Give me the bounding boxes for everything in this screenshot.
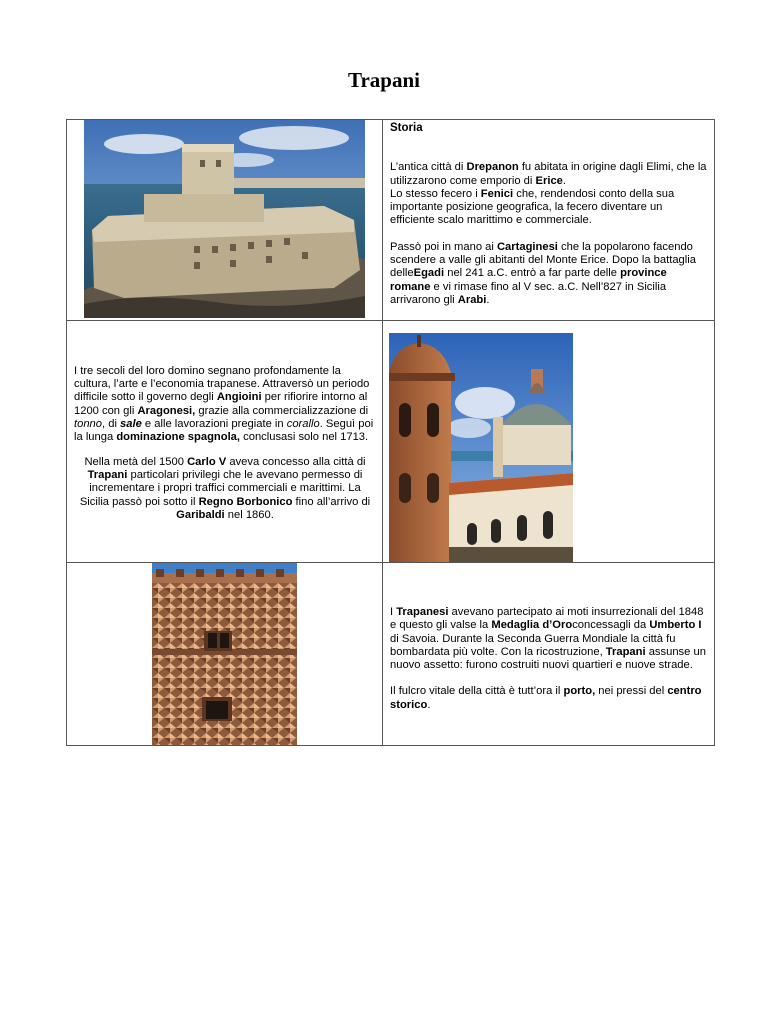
text-run: concessagli da xyxy=(572,619,650,632)
tower-photo xyxy=(152,563,297,745)
text-run: Trapani xyxy=(605,645,646,658)
text-run: Il fulcro vitale della città è tutt’ora il xyxy=(390,685,564,698)
text-run: particolari privilegi che le avevano permesso di incrementare i propri traffici commerciali e marittimi. La Sicilia passò poi sotto il xyxy=(79,468,363,508)
text-run: che la popolarono facendo scendere a valle gli abitanti del Monte Erice. Dopo la battaglia delle xyxy=(390,240,696,280)
church-photo xyxy=(389,333,573,562)
text-run: I tre secoli del loro domino segnano profondamente la cultura, l’arte e l’economia trapanese. Attraversò un periodo difficile sotto il governo degli xyxy=(74,364,370,404)
text-run: nel 241 a.C. entrò a far parte delle xyxy=(444,267,621,280)
text-run: Passò poi in mano ai xyxy=(390,240,497,253)
table-row xyxy=(67,321,715,563)
text-run: . xyxy=(486,293,490,306)
text-run: fino all’arrivo di xyxy=(292,495,371,508)
castle-cell xyxy=(67,120,383,321)
text-run: che, rendendosi conto della sua importante posizione geografica, la fecero diventare un efficiente scalo marittimo e commerciale. xyxy=(390,187,675,227)
text-run: I xyxy=(390,606,397,618)
storia-cell xyxy=(383,120,715,321)
text-run: Aragonesi, xyxy=(137,404,196,417)
text-run: centro storico xyxy=(390,685,702,711)
text-run: Egadi xyxy=(413,267,445,280)
text-run: Regno Borbonico xyxy=(198,495,293,508)
text-run: Erice xyxy=(535,174,563,187)
text-run: grazie alla commercializzazione di xyxy=(195,404,369,417)
text-run: Fenici xyxy=(480,187,514,200)
text-run: Umberto I xyxy=(649,619,702,632)
domini-paragraph-1 xyxy=(74,365,376,445)
text-run: . xyxy=(427,698,431,711)
text-run: Arabi xyxy=(457,293,487,306)
moderna-paragraph-1 xyxy=(390,606,708,672)
text-run: province romane xyxy=(390,267,667,293)
text-run: . Seguì poi la lunga xyxy=(74,418,374,444)
text-run: Angioini xyxy=(216,391,262,404)
text-run: assunse un nuovo assetto: furono costruiti nuovi quartieri e nuove strade. xyxy=(390,645,706,672)
text-run: Cartaginesi xyxy=(496,240,558,253)
text-run: di Savoia. Durante la Seconda Guerra Mondiale la città fu bombardata più volte. Con la ricostruzione, xyxy=(390,632,676,658)
text-run: conclusasi solo nel 1713. xyxy=(240,431,369,444)
storia-paragraph-2 xyxy=(390,188,708,228)
moderna-paragraph-2 xyxy=(390,685,708,712)
storia-paragraph-3 xyxy=(390,241,708,307)
text-run: Trapanesi xyxy=(396,606,449,618)
text-run: e alle lavorazioni pregiate in xyxy=(141,418,287,431)
text-run: Trapani xyxy=(87,468,128,481)
text-run: , di xyxy=(102,418,121,431)
text-run: porto, xyxy=(563,685,596,698)
table-row xyxy=(67,120,715,321)
text-run: Garibaldi xyxy=(176,508,225,521)
page-title: Trapani xyxy=(348,68,420,92)
domini-paragraph-2 xyxy=(74,456,376,522)
text-run: dominazione spagnola, xyxy=(116,431,241,444)
castle-photo xyxy=(84,120,365,318)
moderna-cell xyxy=(383,563,715,746)
text-run: tonno xyxy=(74,418,102,431)
church-cell xyxy=(383,321,715,563)
text-run: Carlo V xyxy=(187,455,227,468)
domini-cell xyxy=(67,321,383,563)
text-run: L’antica città di xyxy=(390,161,467,174)
text-run: e vi rimase fino al V sec. a.C. Nell’827 in Sicilia arrivarono gli xyxy=(390,280,667,306)
text-run: Drepanon xyxy=(466,161,519,174)
text-run: aveva concesso alla città di xyxy=(226,455,366,468)
text-run: Nella metà del 1500 xyxy=(84,455,188,468)
section-heading: Storia xyxy=(390,122,423,134)
text-run: sale xyxy=(120,418,142,431)
text-run: per rifiorire intorno al 1200 con gli xyxy=(74,391,368,417)
storia-paragraph-1 xyxy=(390,161,708,188)
text-run: nel 1860. xyxy=(224,508,274,521)
content-table xyxy=(66,119,715,746)
tower-cell xyxy=(67,563,383,746)
text-run: nei pressi del xyxy=(595,685,668,698)
text-run: corallo xyxy=(286,418,320,431)
table-row xyxy=(67,563,715,746)
text-run: fu abitata in origine dagli Elimi, che la utilizzarono come emporio di xyxy=(390,161,707,187)
text-run: Medaglia d’Oro xyxy=(491,619,573,632)
text-run: avevano partecipato ai moti insurrezionali del 1848 e questo gli valse la xyxy=(390,606,704,632)
text-run: . xyxy=(562,174,566,187)
text-run: Lo stesso fecero i xyxy=(390,187,481,200)
